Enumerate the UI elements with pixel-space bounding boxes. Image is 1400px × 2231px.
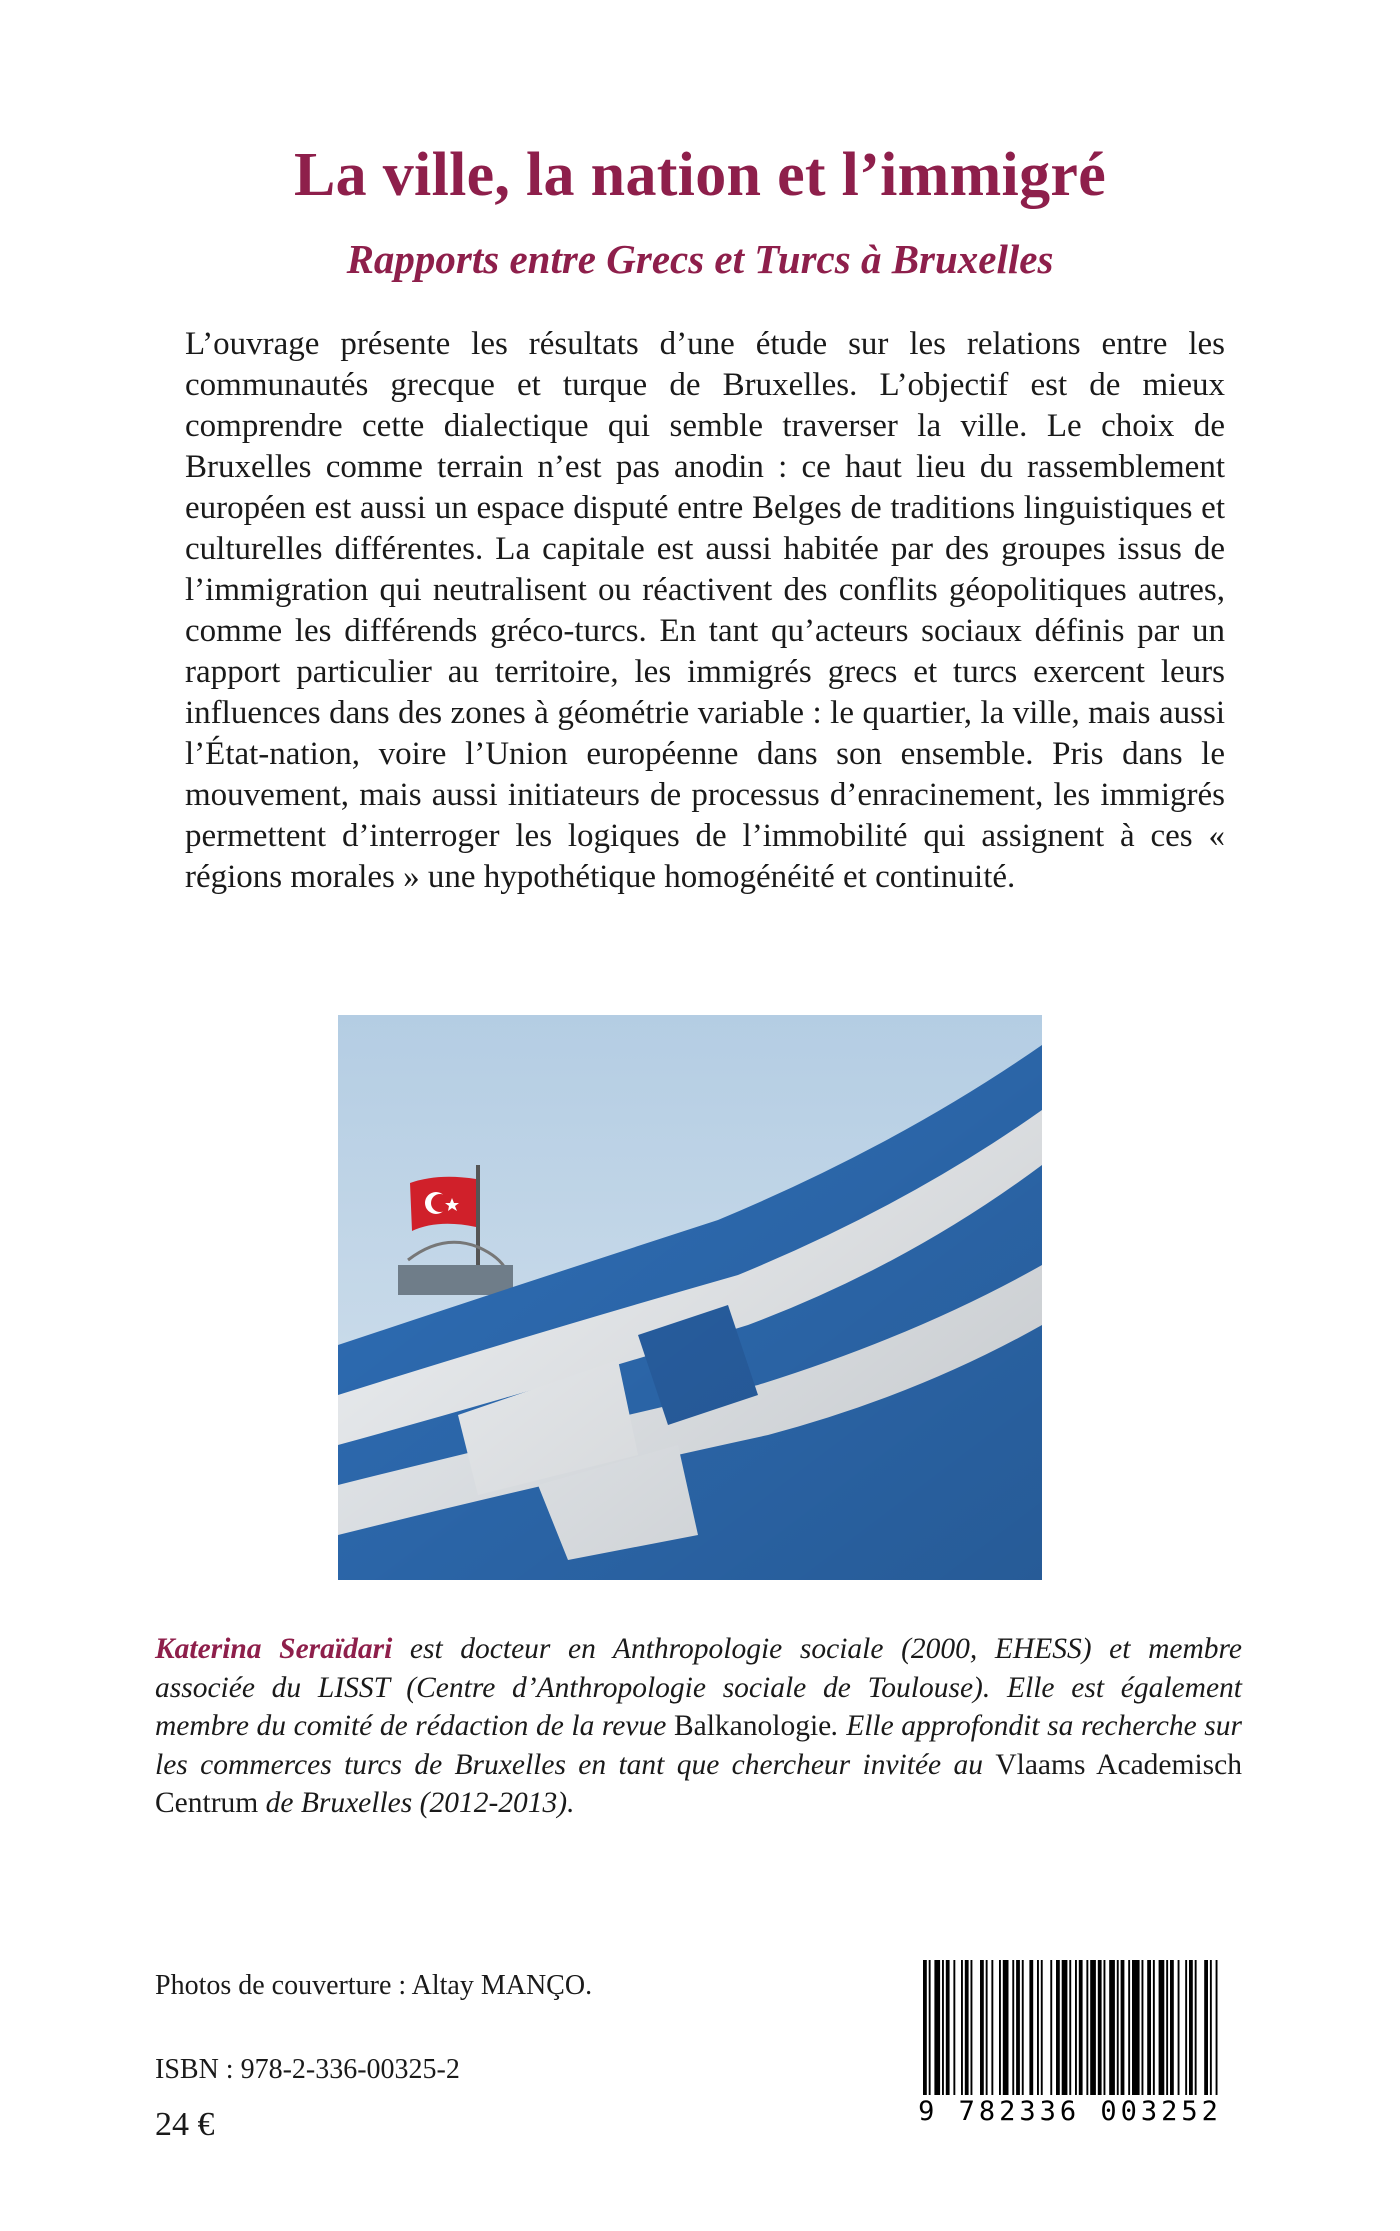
barcode-bar bbox=[1037, 1960, 1039, 2095]
barcode-bar bbox=[1142, 1960, 1144, 2095]
barcode-bar bbox=[1132, 1960, 1140, 2095]
barcode-bar bbox=[991, 1960, 993, 2095]
barcode-bar bbox=[1210, 1960, 1212, 2095]
barcode-bar bbox=[934, 1960, 940, 2095]
isbn: ISBN : 978-2-336-00325-2 bbox=[155, 2054, 460, 2085]
barcode-bar bbox=[1079, 1960, 1083, 2095]
barcode-bar bbox=[953, 1960, 955, 2095]
barcode-bar bbox=[1016, 1960, 1020, 2095]
barcode-bar bbox=[1022, 1960, 1024, 2095]
barcode-bar bbox=[1117, 1960, 1119, 2095]
photo-credit: Photos de couverture : Altay MANÇO. bbox=[155, 1970, 593, 2001]
barcode-bar bbox=[1178, 1960, 1180, 2095]
barcode-bar bbox=[1056, 1960, 1060, 2095]
flags-photo bbox=[338, 1015, 1042, 1580]
author-name: Katerina Seraïdari bbox=[155, 1633, 393, 1665]
barcode-bar bbox=[1090, 1960, 1096, 2095]
journal-name: Balkanologie bbox=[673, 1710, 832, 1742]
barcode-bar bbox=[1216, 1960, 1218, 2095]
barcode-bar bbox=[961, 1960, 963, 2095]
institution-name: Vlaams Academisch Centrum bbox=[155, 1748, 1242, 1819]
barcode-bar bbox=[971, 1960, 973, 2095]
barcode-bar bbox=[1069, 1960, 1071, 2095]
isbn-barcode bbox=[915, 1960, 1225, 2150]
barcode-bar bbox=[1012, 1960, 1014, 2095]
barcode-bar bbox=[1003, 1960, 1009, 2095]
barcode-bar bbox=[1195, 1960, 1197, 2095]
barcode-bar bbox=[1121, 1960, 1125, 2095]
barcode-bar bbox=[1104, 1960, 1106, 2095]
barcode-bar bbox=[1041, 1960, 1043, 2095]
barcode-bar bbox=[1204, 1960, 1208, 2095]
barcode-bar bbox=[1170, 1960, 1174, 2095]
barcode-bar bbox=[1098, 1960, 1102, 2095]
barcode-bar bbox=[1062, 1960, 1068, 2095]
barcode-bar bbox=[1128, 1960, 1130, 2095]
barcode-bar bbox=[1147, 1960, 1151, 2095]
barcode-bar bbox=[1029, 1960, 1033, 2095]
price: 24 € bbox=[155, 2106, 215, 2143]
book-title: La ville, la nation et l’immigré bbox=[293, 141, 1107, 209]
barcode-bar bbox=[946, 1960, 950, 2095]
barcode-bar bbox=[942, 1960, 944, 2095]
barcode-bar bbox=[965, 1960, 969, 2095]
book-subtitle: Rapports entre Grecs et Turcs à Bruxelles bbox=[346, 236, 1054, 282]
summary-text: L’ouvrage présente les résultats d’une étude sur les relations entre les communautés grecque et turque de Bruxelles. L’objectif est de mieux comprendre cette dialectique qui semble traverser la ville. Le choix de Bruxelles comme terrain n’est pas anodin : ce haut lieu du rassemblement européen est aussi un espace disputé entre Belges de traditions linguistiques et culturelles différentes. La capitale est aussi habitée par des groupes issus de l’immigration qui neutralisent ou réactivent des conflits géopolitiques autres, comme les différends gréco-turcs. En tant qu’acteurs sociaux définis par un rapport particulier au territoire, les immigrés grecs et turcs exercent leurs influences dans des zones à géométrie variable : le quartier, la ville, mais aussi l’État-nation, voire l’Union européenne dans son ensemble. Pris dans le mouvement, mais aussi initiateurs de processus d’enracinement, les immigrés permettent d’interroger les logiques de l’immobilité qui assignent à ces « régions morales » une hypothétique homogénéité et continuité. bbox=[185, 326, 1225, 895]
barcode-bar bbox=[1086, 1960, 1088, 2095]
barcode-bar bbox=[1166, 1960, 1168, 2095]
barcode-bar bbox=[1050, 1960, 1052, 2095]
author-bio: Katerina Seraïdari est docteur en Anthropologie sociale (2000, EHESS) et membre associée du LISST (Centre d’Anthropologie sociale de Toulouse). Elle est également membre du comité de rédaction de la revue Balkanologie. Elle approfondit sa recherche sur les commerces turcs de Bruxelles en tant que chercheur invitée au Vlaams Academisch Centrum de Bruxelles (2012-2013). bbox=[155, 1633, 1242, 1819]
barcode-bar bbox=[1189, 1960, 1193, 2095]
barcode-bar bbox=[923, 1960, 927, 2095]
barcode-bar bbox=[1159, 1960, 1165, 2095]
barcode-bar bbox=[1185, 1960, 1187, 2095]
barcode-bar bbox=[1109, 1960, 1115, 2095]
barcode-bar bbox=[980, 1960, 984, 2095]
barcode-bar bbox=[1153, 1960, 1155, 2095]
barcode-bars bbox=[915, 1960, 1225, 2095]
barcode-digits: 9 782336 003252 bbox=[918, 2096, 1222, 2127]
barcode-bar bbox=[999, 1960, 1001, 2095]
barcode-bar bbox=[1075, 1960, 1077, 2095]
barcode-bar bbox=[986, 1960, 988, 2095]
barcode-bar bbox=[929, 1960, 931, 2095]
